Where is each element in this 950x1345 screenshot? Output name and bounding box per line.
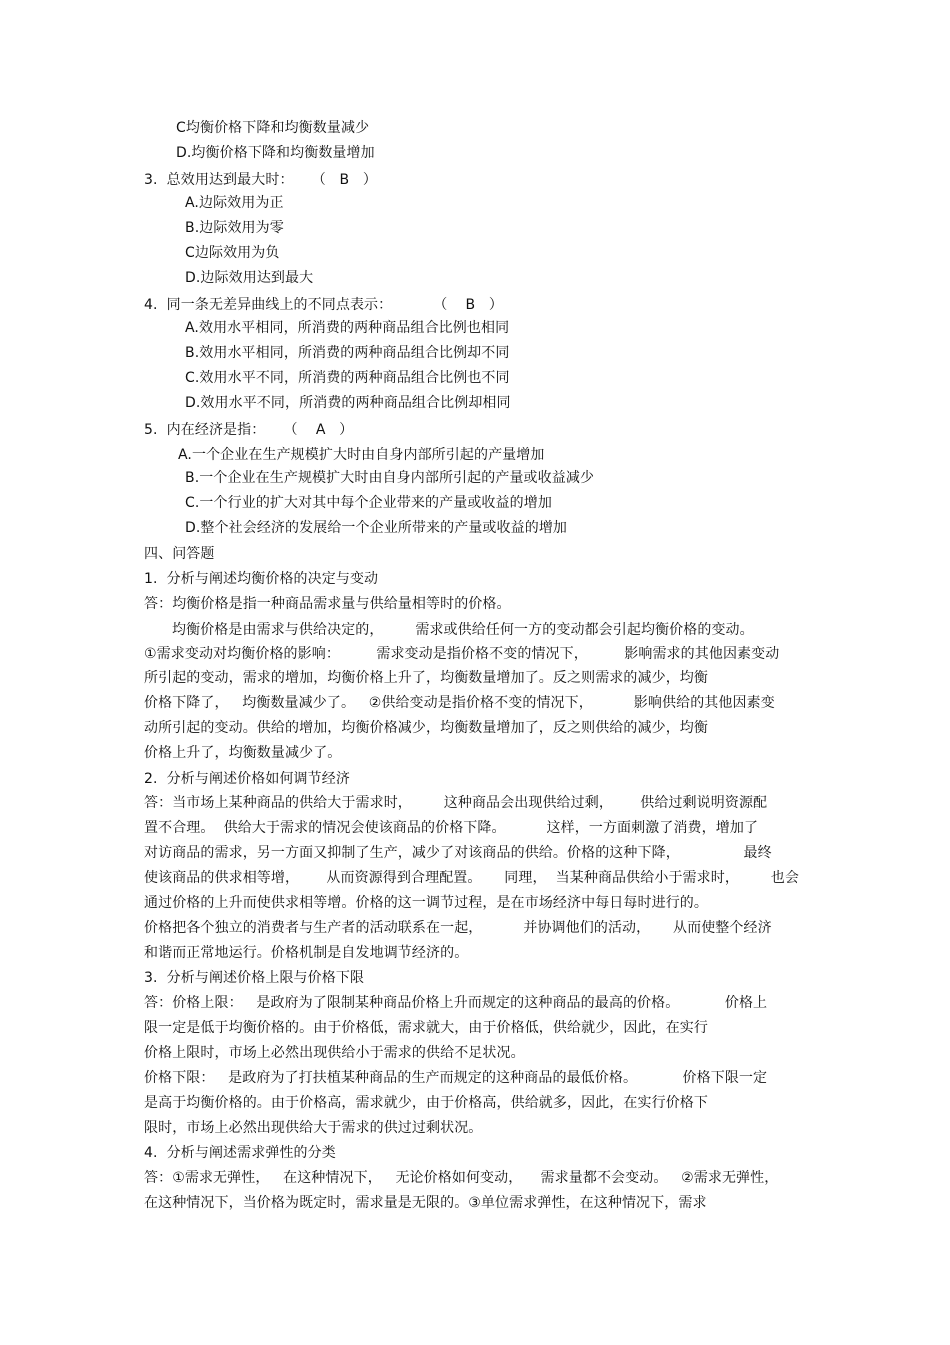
answer-line: 价格上升了，均衡数量减少了。 xyxy=(144,745,342,761)
answer-line: 均衡价格是由需求与供给决定的， 需求或供给任何一方的变动都会引起均衡价格的变动。 xyxy=(172,622,754,638)
question-line: 3. 分析与阐述价格上限与价格下限 xyxy=(144,970,365,986)
section-heading: 四、问答题 xyxy=(144,546,215,562)
answer-line: 答：均衡价格是指一种商品需求量与供给量相等时的价格。 xyxy=(144,596,511,612)
option-line: B.效用水平相同，所消费的两种商品组合比例却不同 xyxy=(185,345,510,361)
option-line: C边际效用为负 xyxy=(185,245,280,261)
answer-line: 答：当市场上某种商品的供给大于需求时， 这种商品会出现供给过剩， 供给过剩说明资源配 xyxy=(144,795,768,811)
option-line: A.一个企业在生产规模扩大时由自身内部所引起的产量增加 xyxy=(178,447,545,463)
option-line: B.一个企业在生产规模扩大时由自身内部所引起的产量或收益减少 xyxy=(185,470,595,486)
question-line: 5. 内在经济是指： （ A ） xyxy=(144,422,354,438)
answer-line: 通过价格的上升而使供求相等增。价格的这一调节过程，是在市场经济中每日每时进行的。 xyxy=(144,895,708,911)
option-line: A.效用水平相同，所消费的两种商品组合比例也相同 xyxy=(185,320,510,336)
answer-line: 答：①需求无弹性， 在这种情况下， 无论价格如何变动， 需求量都不会变动。 ②需求无弹性， xyxy=(144,1170,779,1186)
answer-line: ①需求变动对均衡价格的影响： 需求变动是指价格不变的情况下， 影响需求的其他因素变动 xyxy=(144,646,780,662)
answer-line: 限一定是低于均衡价格的。由于价格低，需求就大，由于价格低，供给就少，因此，在实行 xyxy=(144,1020,708,1036)
answer-line: 动所引起的变动。供给的增加，均衡价格减少，均衡数量增加了，反之则供给的减少，均衡 xyxy=(144,720,708,736)
option-line: C.效用水平不同，所消费的两种商品组合比例也不同 xyxy=(185,370,510,386)
option-line: D.边际效用达到最大 xyxy=(185,270,314,286)
answer-line: 对访商品的需求，另一方面又抑制了生产，减少了对该商品的供给。价格的这种下降， 最终 xyxy=(144,845,772,861)
question-line: 4. 同一条无差异曲线上的不同点表示： （ B ） xyxy=(144,297,503,313)
answer-line: 价格上限时，市场上必然出现供给小于需求的供给不足状况。 xyxy=(144,1045,525,1061)
question-line: 1. 分析与阐述均衡价格的决定与变动 xyxy=(144,571,379,587)
answer-line: 和谐而正常地运行。价格机制是自发地调节经济的。 xyxy=(144,945,469,961)
answer-line: 置不合理。 供给大于需求的情况会使该商品的价格下降。 这样，一方面刺激了消费，增加了 xyxy=(144,820,759,836)
option-line: D.均衡价格下降和均衡数量增加 xyxy=(176,145,375,161)
answer-line: 所引起的变动，需求的增加，均衡价格上升了，均衡数量增加了。反之则需求的减少，均衡 xyxy=(144,670,708,686)
answer-line: 在这种情况下，当价格为既定时，需求量是无限的。③单位需求弹性，在这种情况下，需求 xyxy=(144,1195,707,1211)
answer-line: 价格下限： 是政府为了打扶植某种商品的生产而规定的这种商品的最低价格。 价格下限一定 xyxy=(144,1070,768,1086)
answer-line: 限时，市场上必然出现供给大于需求的供过过剩状况。 xyxy=(144,1120,483,1136)
question-line: 2. 分析与阐述价格如何调节经济 xyxy=(144,771,350,787)
option-line: B.边际效用为零 xyxy=(185,220,284,236)
option-line: C均衡价格下降和均衡数量减少 xyxy=(176,120,370,136)
answer-line: 价格把各个独立的消费者与生产者的活动联系在一起， 并协调他们的活动， 从而使整个经济 xyxy=(144,920,772,936)
option-line: A.边际效用为正 xyxy=(185,195,284,211)
option-line: D.整个社会经济的发展给一个企业所带来的产量或收益的增加 xyxy=(185,520,568,536)
option-line: C.一个行业的扩大对其中每个企业带来的产量或收益的增加 xyxy=(185,495,552,511)
question-line: 4. 分析与阐述需求弹性的分类 xyxy=(144,1145,336,1161)
answer-line: 是高于均衡价格的。由于价格高，需求就少，由于价格高，供给就多，因此，在实行价格下 xyxy=(144,1095,708,1111)
answer-line: 使该商品的供求相等增， 从而资源得到合理配置。 同理， 当某种商品供给小于需求时， 也会 xyxy=(144,870,800,886)
question-line: 3. 总效用达到最大时： （ B ） xyxy=(144,172,377,188)
answer-line: 答：价格上限： 是政府为了限制某种商品价格上升而规定的这种商品的最高的价格。 价格上 xyxy=(144,995,768,1011)
option-line: D.效用水平不同，所消费的两种商品组合比例却相同 xyxy=(185,395,511,411)
answer-line: 价格下降了， 均衡数量减少了。 ②供给变动是指价格不变的情况下， 影响供给的其他因素变 xyxy=(144,695,775,711)
